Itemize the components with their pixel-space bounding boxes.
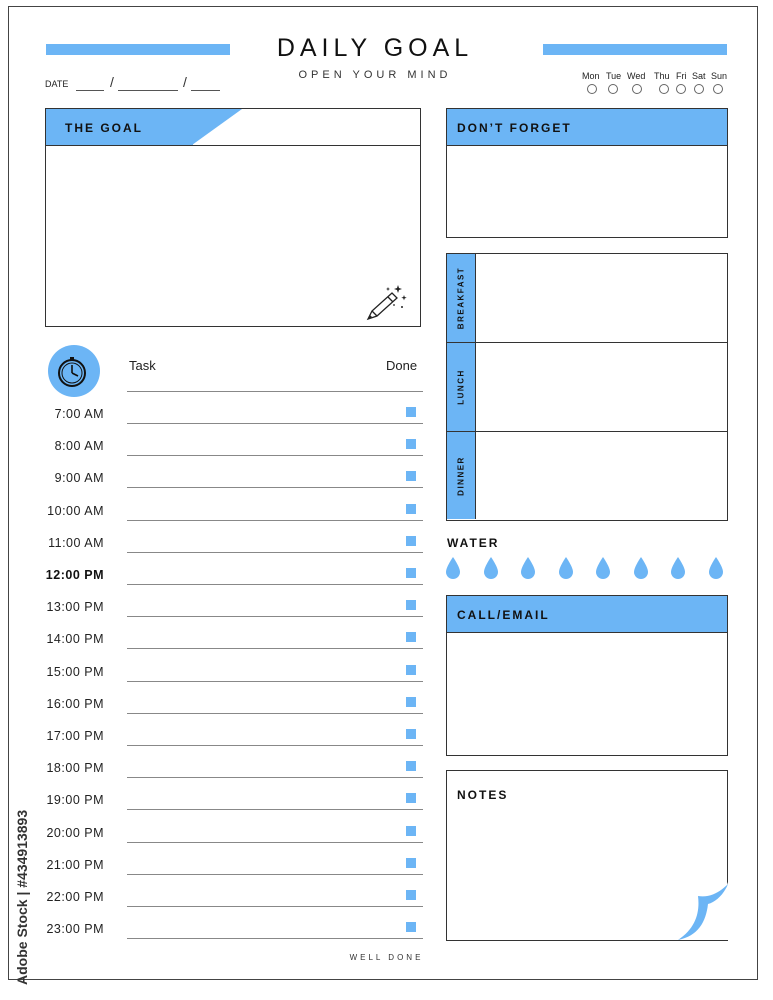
weekday-checkbox[interactable]: [713, 84, 723, 94]
clock-icon: [48, 345, 100, 397]
header-bar-left: [46, 44, 230, 55]
time-slot-label: 22:00 PM: [46, 890, 104, 904]
task-input-line[interactable]: [127, 938, 423, 939]
page-curl-icon: [676, 882, 728, 940]
task-input-line[interactable]: [127, 520, 423, 521]
notes-label: NOTES: [457, 788, 509, 802]
meal-label-breakfast: BREAKFAST: [456, 266, 466, 330]
weekday-checkbox[interactable]: [659, 84, 669, 94]
page-title: DAILY GOAL: [276, 34, 474, 62]
water-drop-icon[interactable]: [520, 556, 536, 580]
time-slot-label: 18:00 PM: [46, 761, 104, 776]
done-checkbox[interactable]: [406, 568, 416, 578]
done-column-header: Done: [386, 358, 418, 373]
time-slot-label: 8:00 AM: [54, 439, 104, 454]
weekday-label: Wed: [627, 71, 646, 81]
time-slot-label: 9:00 AM: [54, 471, 104, 486]
task-input-line[interactable]: [127, 423, 423, 424]
weekday-checkbox[interactable]: [632, 84, 642, 94]
meal-tab: [447, 432, 476, 519]
goal-box[interactable]: [45, 108, 421, 327]
task-input-line[interactable]: [127, 616, 423, 617]
task-input-line[interactable]: [127, 487, 423, 488]
done-checkbox[interactable]: [406, 471, 416, 481]
meal-tab: [447, 254, 476, 342]
date-separator: /: [110, 74, 114, 90]
water-drop-icon[interactable]: [633, 556, 649, 580]
done-checkbox[interactable]: [406, 793, 416, 803]
time-slot-label: 17:00 PM: [46, 729, 104, 743]
done-checkbox[interactable]: [406, 761, 416, 771]
meal-row-lunch[interactable]: [447, 343, 727, 432]
goal-header: [46, 109, 420, 146]
dont-forget-header: [447, 109, 727, 146]
header-divider: [127, 391, 423, 392]
weekday-checkbox[interactable]: [608, 84, 618, 94]
header-bar-right: [543, 44, 727, 55]
task-input-line[interactable]: [127, 842, 423, 843]
date-separator: /: [183, 74, 187, 90]
weekday-label: Tue: [606, 71, 622, 81]
stock-credit: Adobe Stock | #434913893: [14, 809, 30, 985]
meal-label-lunch: LUNCH: [456, 369, 466, 405]
done-checkbox[interactable]: [406, 665, 416, 675]
date-month-field[interactable]: [118, 90, 178, 91]
task-input-line[interactable]: [127, 777, 423, 778]
done-checkbox[interactable]: [406, 922, 416, 932]
done-checkbox[interactable]: [406, 826, 416, 836]
time-slot-label: 11:00 AM: [48, 535, 104, 550]
time-slot-label: 13:00 PM: [46, 600, 104, 615]
meal-row-breakfast[interactable]: [447, 254, 727, 343]
done-checkbox[interactable]: [406, 632, 416, 642]
call-email-header: [447, 596, 727, 633]
water-drop-icon[interactable]: [445, 556, 461, 580]
weekday-label: Sat: [692, 71, 706, 81]
goal-label: THE GOAL: [65, 121, 143, 135]
task-input-line[interactable]: [127, 745, 423, 746]
time-slot-label: 12:00 PM: [45, 568, 104, 582]
dont-forget-box[interactable]: [446, 108, 728, 238]
page-subtitle: OPEN YOUR MIND: [298, 69, 452, 81]
dont-forget-label: DON’T FORGET: [457, 121, 572, 135]
done-checkbox[interactable]: [406, 600, 416, 610]
time-slot-label: 20:00 PM: [46, 825, 104, 840]
meal-row-dinner[interactable]: [447, 432, 727, 519]
weekday-checkbox[interactable]: [694, 84, 704, 94]
task-column-header: Task: [129, 358, 156, 373]
task-input-line[interactable]: [127, 552, 423, 553]
water-drop-icon[interactable]: [558, 556, 574, 580]
weekday-checkbox[interactable]: [587, 84, 597, 94]
pencil-sparkle-icon: [364, 283, 410, 323]
weekday-label: Mon: [582, 71, 600, 81]
task-input-line[interactable]: [127, 906, 423, 907]
meal-tab: [447, 343, 476, 431]
water-drop-icon[interactable]: [670, 556, 686, 580]
time-slot-label: 15:00 PM: [46, 664, 104, 679]
task-input-line[interactable]: [127, 455, 423, 456]
meal-label-dinner: DINNER: [456, 455, 466, 496]
water-label: WATER: [447, 536, 500, 550]
date-year-field[interactable]: [191, 90, 220, 91]
done-checkbox[interactable]: [406, 697, 416, 707]
task-input-line[interactable]: [127, 681, 423, 682]
task-input-line[interactable]: [127, 809, 423, 810]
date-day-field[interactable]: [76, 90, 104, 91]
time-slot-label: 14:00 PM: [46, 632, 104, 647]
done-checkbox[interactable]: [406, 729, 416, 739]
time-slot-label: 19:00 PM: [46, 793, 104, 808]
weekday-checkbox[interactable]: [676, 84, 686, 94]
goal-header-slant: [192, 109, 244, 145]
water-drop-icon[interactable]: [708, 556, 724, 580]
done-checkbox[interactable]: [406, 407, 416, 417]
done-checkbox[interactable]: [406, 858, 416, 868]
weekday-label: Fri: [676, 71, 687, 81]
time-slot-label: 16:00 PM: [46, 696, 104, 711]
time-slot-label: 7:00 AM: [54, 407, 104, 421]
done-checkbox[interactable]: [406, 890, 416, 900]
call-email-box[interactable]: [446, 595, 728, 756]
task-input-line[interactable]: [127, 713, 423, 714]
task-input-line[interactable]: [127, 874, 423, 875]
task-input-line[interactable]: [127, 584, 423, 585]
weekday-label: Thu: [654, 71, 670, 81]
done-checkbox[interactable]: [406, 439, 416, 449]
time-slot-label: 21:00 PM: [46, 857, 104, 872]
water-drop-icon[interactable]: [595, 556, 611, 580]
meals-box: [446, 253, 728, 521]
done-checkbox[interactable]: [406, 536, 416, 546]
date-label: DATE: [45, 79, 69, 89]
done-checkbox[interactable]: [406, 504, 416, 514]
call-email-label: CALL/EMAIL: [457, 608, 550, 622]
time-slot-label: 10:00 AM: [47, 503, 104, 518]
task-input-line[interactable]: [127, 648, 423, 649]
time-slot-label: 23:00 PM: [46, 922, 104, 937]
footer-text: WELL DONE: [349, 953, 424, 962]
weekday-label: Sun: [711, 71, 728, 81]
water-drop-icon[interactable]: [483, 556, 499, 580]
